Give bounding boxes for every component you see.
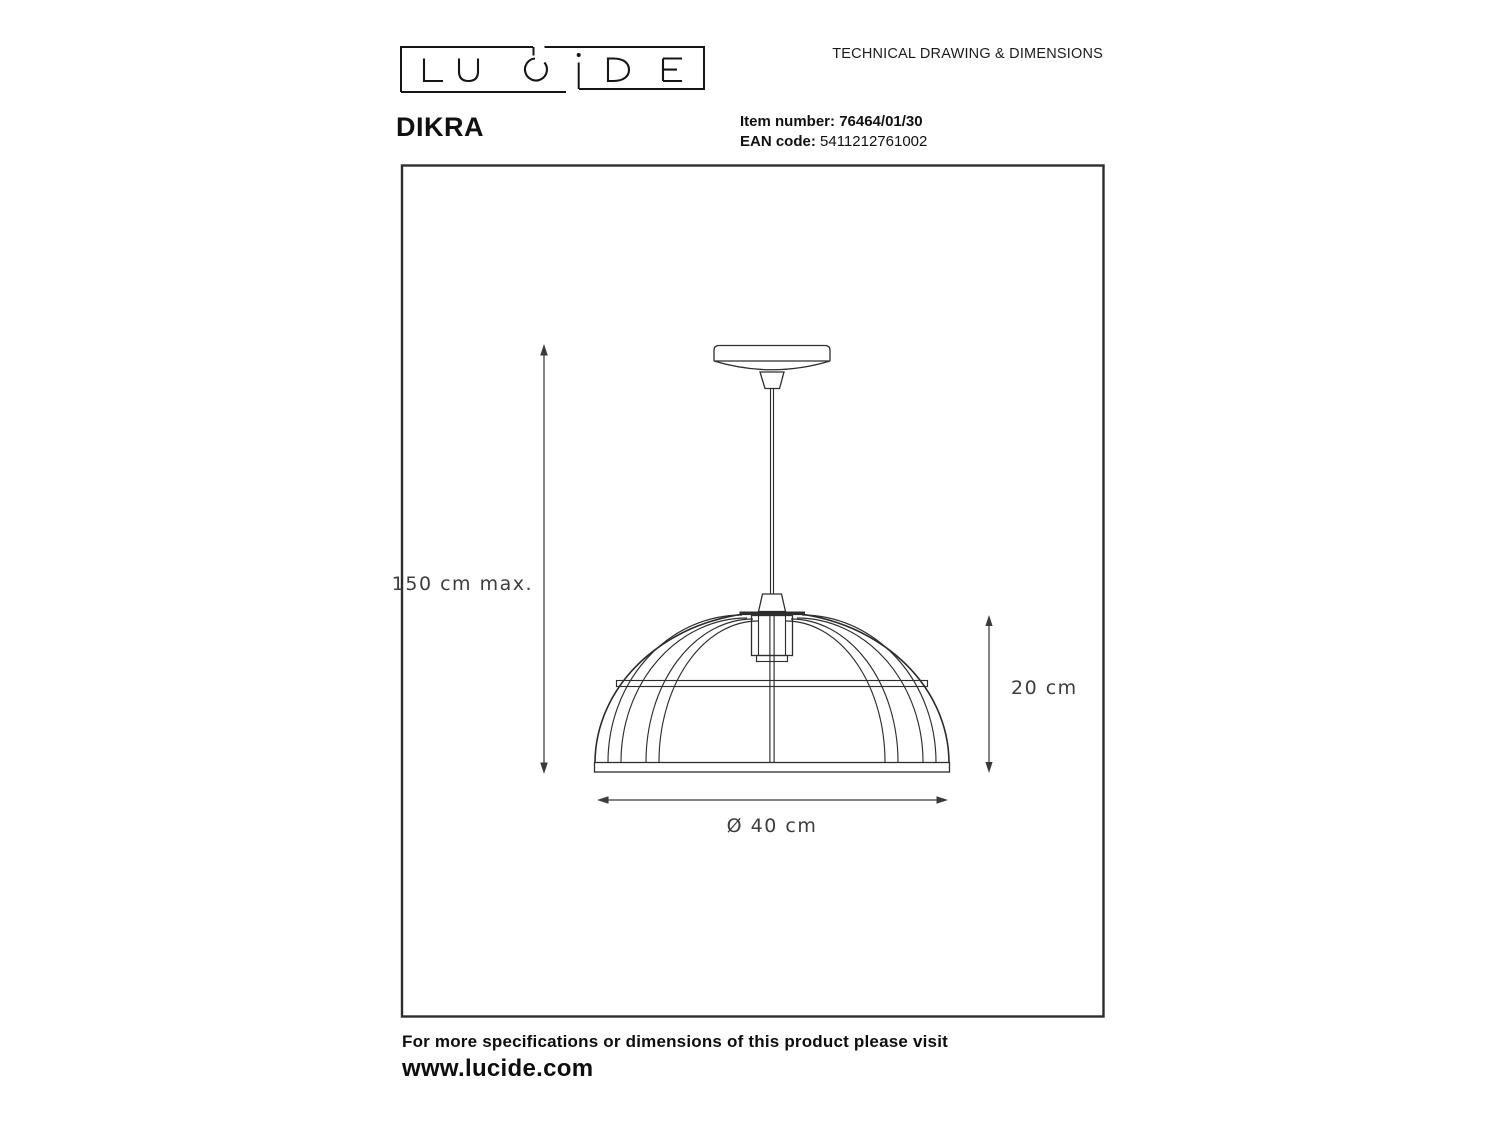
dim-diameter-label: Ø 40 cm [726, 815, 818, 837]
arrow-right-icon [937, 796, 949, 804]
arrow-down-icon [985, 762, 992, 773]
suspension-cord [771, 389, 774, 595]
ean-value: 5411212761002 [820, 133, 928, 150]
dim-shade-height [985, 615, 1077, 773]
dim-suspension-height [392, 344, 548, 774]
arrow-up-icon [540, 344, 548, 356]
canopy-cord-grip [760, 372, 784, 389]
center-rod [770, 615, 774, 762]
dome-cage [595, 612, 950, 772]
dim-shade-diameter [597, 796, 948, 837]
footer-note: For more specifications or dimensions of this product please visit [402, 1032, 948, 1051]
lamp-socket [752, 616, 793, 662]
footer [402, 1032, 948, 1083]
arrow-down-icon [540, 763, 548, 775]
shade-cord-grip [759, 594, 786, 612]
arrow-left-icon [597, 796, 609, 804]
arrow-up-icon [985, 615, 992, 626]
dome-ribs [608, 615, 936, 762]
website-url[interactable]: www.lucide.com [402, 1055, 594, 1082]
dome-silhouette [595, 612, 949, 763]
item-number-value: 76464/01/30 [839, 113, 923, 130]
product-name: DIKRA [396, 112, 484, 142]
dim-shade-height-label: 20 cm [1011, 677, 1078, 699]
ceiling-canopy [714, 346, 830, 389]
doc-title: TECHNICAL DRAWING & DIMENSIONS [832, 46, 1103, 62]
ean-label: EAN code: [740, 133, 816, 150]
item-number-label: Item number: [740, 113, 836, 130]
shade-rim [595, 763, 950, 773]
dim-suspension-label: 150 cm max. [391, 573, 533, 595]
